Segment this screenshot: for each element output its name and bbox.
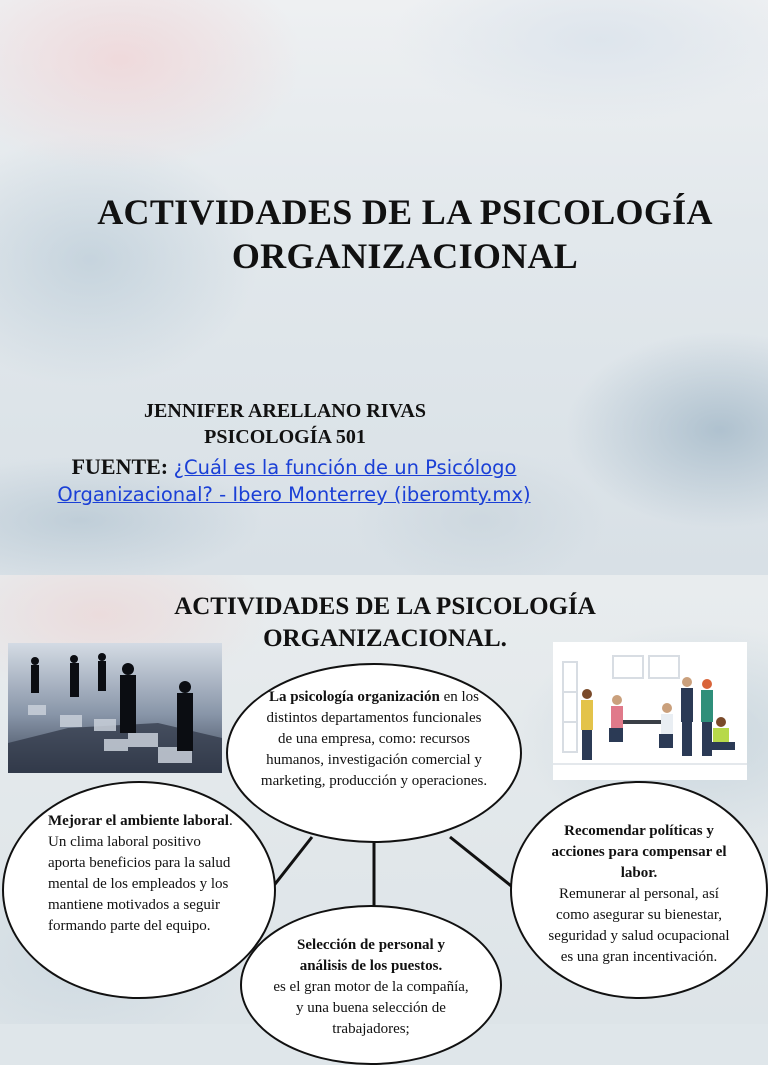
ellipse-selection-heading: Selección de personal y análisis de los puestos.: [297, 937, 445, 974]
ellipse-policies-text: Remunerar al personal, así como asegurar su bienestar, seguridad y salud ocupacional es una gran incentivación.: [548, 886, 730, 965]
author-block: [100, 398, 470, 450]
ellipse-work-environment-text: Un clima laboral positivo aporta beneficios para la salud mental de los empleados y los mantiene motivados a seguir formando parte del equipo.: [48, 834, 231, 934]
ellipse-organization-heading: La psicología organización: [268, 689, 440, 705]
ellipse-work-environment: Mejorar el ambiente laboral. Un clima laboral positivo aporta beneficios para la salud mental de los empleados y los mantiene motivados a seguir formando parte del equipo.: [2, 781, 276, 999]
ellipse-selection: [240, 905, 502, 1065]
business-people-image: [8, 643, 222, 773]
source-label: FUENTE:: [71, 454, 174, 479]
ellipse-selection-text: es el gran motor de la compañía, y una buena selección de trabajadores;: [273, 979, 469, 1037]
source-link[interactable]: ¿Cuál es la función de un Psicólogo Organizacional? - Ibero Monterrey (iberomty.mx): [57, 456, 531, 506]
ellipse-work-environment-heading: Mejorar el ambiente laboral: [48, 813, 229, 829]
ellipse-organization-text: en los distintos departamentos funcionales de una empresa, como: recursos humanos, investigación comercial y marketing, producción y operaciones.: [260, 689, 488, 789]
team-illustration-image: [553, 642, 747, 780]
content-slide: [0, 575, 768, 1037]
course-name: PSICOLOGÍA 501: [204, 426, 366, 448]
ellipse-policies-heading: Recomendar políticas y acciones para compensar el labor.: [551, 823, 727, 881]
ellipse-organization: [226, 663, 522, 843]
content-slide-title: ACTIVIDADES DE LA PSICOLOGÍA ORGANIZACIONAL.: [174, 593, 596, 652]
ellipse-policies: [510, 781, 768, 999]
author-name: JENNIFER ARELLANO RIVAS: [144, 400, 426, 422]
slide-title: ACTIVIDADES DE LA PSICOLOGÍA ORGANIZACIONAL: [97, 192, 713, 276]
source-line: [34, 454, 554, 508]
